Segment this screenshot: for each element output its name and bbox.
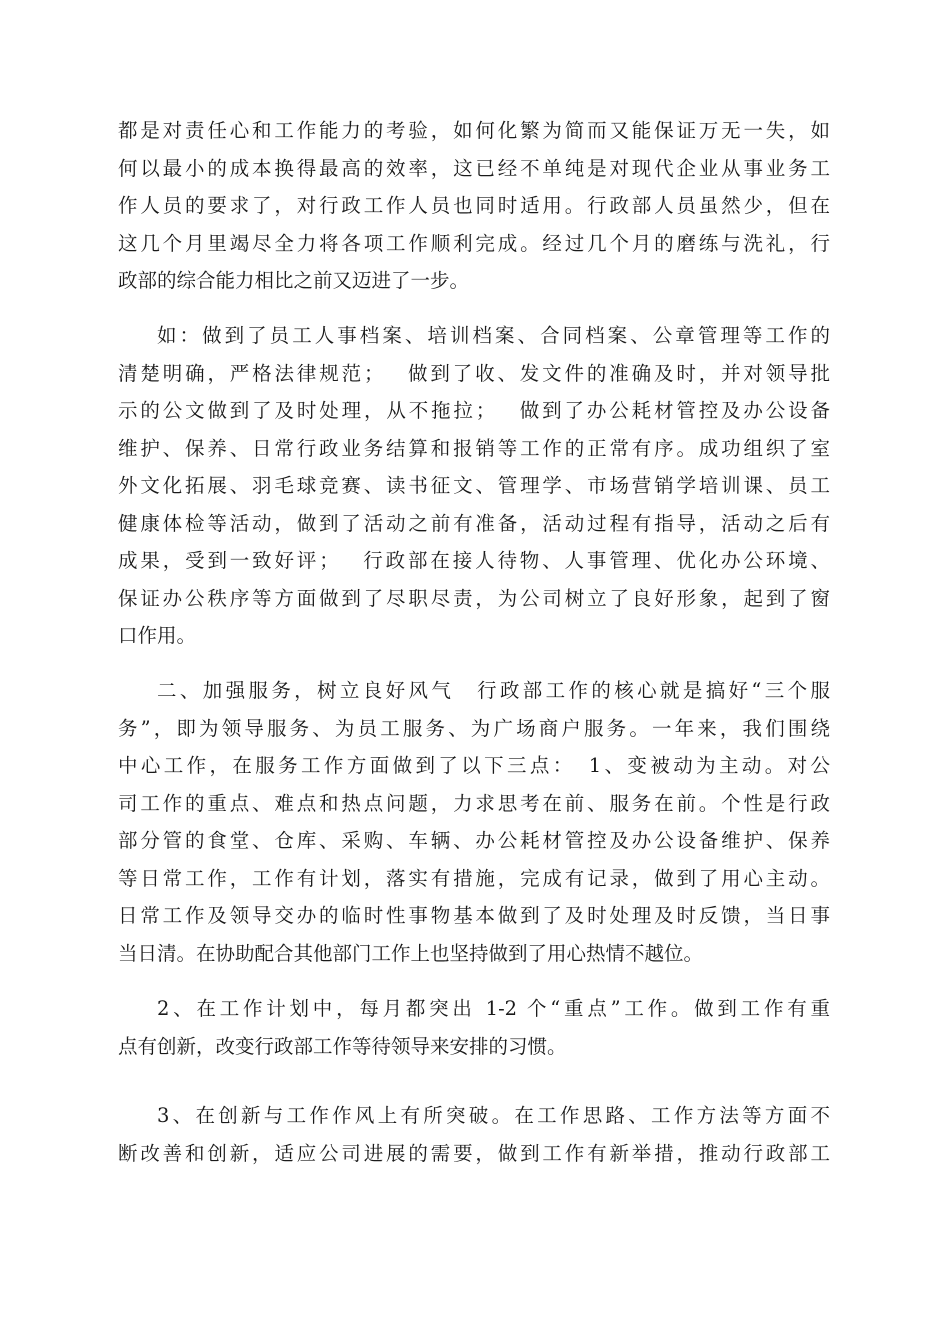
text-line: 司工作的重点、难点和热点问题，力求思考在前、服务在前。个性是行政 [118, 791, 830, 815]
text-line: 中心工作，在服务工作方面做到了以下三点： 1、变被动为主动。对公 [118, 754, 830, 777]
text-line: 政部的综合能力相比之前又迈进了一步。 [118, 269, 470, 292]
text-line: 成果，受到一致好评； 行政部在接人待物、人事管理、优化办公环境、 [118, 549, 830, 572]
paragraph-4 [118, 990, 830, 1065]
text-line: 健康体检等活动，做到了活动之前有准备，活动过程有指导，活动之后有 [118, 511, 830, 535]
text-line: 作人员的要求了，对行政工作人员也同时适用。行政部人员虽然少，但在 [118, 194, 830, 217]
text-line: 何以最小的成本换得最高的效率，这已经不单纯是对现代企业从事业务工 [118, 156, 830, 180]
text-line: 口作用。 [118, 624, 197, 647]
text-line: 保证办公秩序等方面做到了尽职尽责，为公司树立了良好形象，起到了窗 [118, 586, 830, 610]
text-line: 这几个月里竭尽全力将各项工作顺利完成。经过几个月的磨练与洗礼，行 [118, 231, 830, 255]
text-line: 维护、保养、日常行政业务结算和报销等工作的正常有序。成功组织了室 [118, 436, 830, 460]
text-line: 断改善和创新，适应公司进展的需要，做到工作有新举措，推动行政部工 [118, 1141, 830, 1165]
text-line: 外文化拓展、羽毛球竞赛、读书征文、管理学、市场营销学培训课、员工 [118, 474, 830, 497]
paragraph-1 [118, 112, 830, 300]
text-line: 2、在工作计划中，每月都突出 1-2 个“重点”工作。做到工作有重 [157, 997, 830, 1020]
text-line: 等日常工作，工作有计划，落实有措施，完成有记录，做到了用心主动。 [118, 866, 830, 890]
text-line: 二、加强服务，树立良好风气 行政部工作的核心就是搞好“三个服 [157, 679, 830, 702]
text-line: 如：做到了员工人事档案、培训档案、合同档案、公章管理等工作的 [157, 324, 830, 347]
paragraph-5 [118, 1097, 830, 1172]
text-line: 务”，即为领导服务、为员工服务、为广场商户服务。一年来，我们围绕 [118, 716, 830, 740]
text-line: 点有创新，改变行政部工作等待领导来安排的习惯。 [118, 1034, 567, 1058]
text-line: 清楚明确，严格法律规范； 做到了收、发文件的准确及时，并对领导批 [118, 361, 830, 385]
text-line: 示的公文做到了及时处理，从不拖拉； 做到了办公耗材管控及办公设备 [118, 399, 830, 422]
text-line: 都是对责任心和工作能力的考验，如何化繁为简而又能保证万无一失，如 [118, 119, 830, 142]
paragraph-2 [118, 317, 830, 655]
text-line: 日常工作及领导交办的临时性事物基本做到了及时处理及时反馈，当日事 [118, 904, 830, 927]
text-line: 当日清。在协助配合其他部门工作上也坚持做到了用心热情不越位。 [118, 941, 704, 965]
paragraph-3 [118, 672, 830, 972]
text-line: 部分管的食堂、仓库、采购、车辆、办公耗材管控及办公设备维护、保养 [118, 829, 830, 852]
text-line: 3、在创新与工作作风上有所突破。在工作思路、工作方法等方面不 [157, 1104, 830, 1127]
